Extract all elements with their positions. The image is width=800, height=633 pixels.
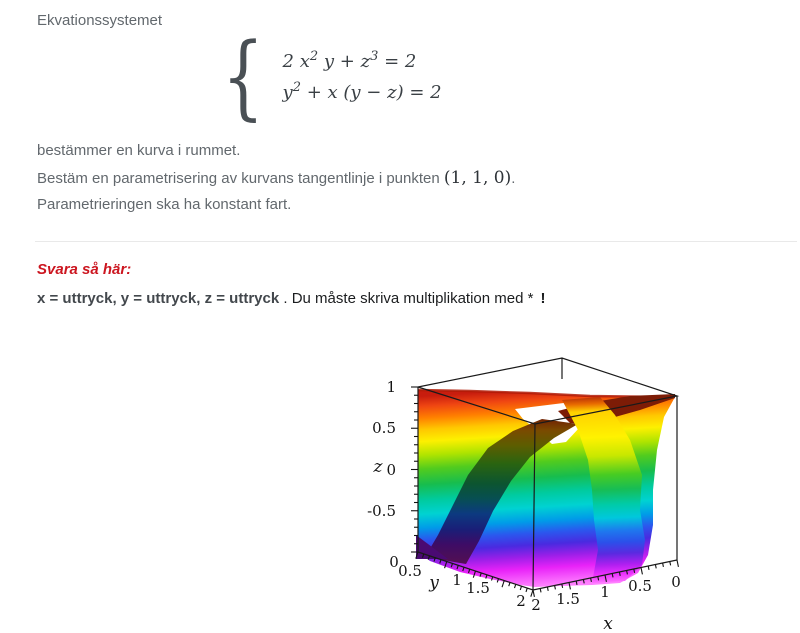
answer-exclamation: ! [540,290,546,307]
equation-line-2 [283,77,442,108]
answer-note: Du måste skriva multiplikation med * [291,290,534,307]
tick-label: 0.5 [398,562,422,580]
problem-intro: Ekvationssystemet [37,12,163,29]
answer-sep: . [279,290,292,307]
x-axis-label: x [603,614,613,633]
z-axis-label: z [373,457,383,477]
tick-label: 2 [531,596,541,614]
tick-mark [520,586,521,590]
tick-mark [641,568,642,575]
problem-text-fart: Parametrieringen ska ha konstant fart. [37,196,292,213]
eq-term: + x (y − z) = 2 [301,82,442,103]
tick-mark [663,563,664,567]
answer-heading: Svara så här: [37,261,132,278]
tick-mark [655,565,656,569]
tick-label: 2 [516,592,526,610]
bestam-prefix: Bestäm en parametrisering av kurvans tangentlinje i punkten [37,170,444,187]
tick-label: -0.5 [367,502,396,520]
section-divider [35,241,797,242]
answer-instruction [37,290,545,307]
tick-label: 0.5 [372,419,396,437]
eq-exponent: 3 [370,49,379,64]
equation-system [222,23,442,130]
bestam-suffix: . [511,170,516,187]
y-axis-label: y [429,573,439,593]
tick-mark [540,589,541,593]
answer-format: x = uttryck, y = uttryck, z = uttryck [37,290,280,307]
tick-label: 0 [386,461,396,479]
equation-lines [283,46,442,108]
tick-mark [670,562,671,566]
eq-term: y [282,82,293,103]
tick-mark [648,566,649,570]
tick-mark [677,560,678,567]
eq-exponent: 2 [292,80,301,95]
left-brace: { [222,23,265,130]
tick-mark [514,584,515,588]
tick-label: 1 [386,378,396,396]
eq-term: 2 x [282,51,310,72]
problem-text-bestam [37,168,515,188]
3d-surface-plot [330,345,730,633]
tick-label: 1.5 [466,579,490,597]
tick-label: 0.5 [628,577,652,595]
tick-label: 0 [389,553,399,571]
tick-mark [509,582,510,586]
tick-label: 1 [600,583,610,601]
tick-mark [547,587,548,591]
eq-exponent: 2 [309,49,319,64]
point-coordinates: (1, 1, 0) [443,168,512,188]
tick-label: 1 [452,571,462,589]
tick-label: 0 [671,573,681,591]
tick-label: 1.5 [556,590,580,608]
problem-text-rummet: bestämmer en kurva i rummet. [37,142,241,159]
eq-term: y + z [318,51,371,72]
tick-mark [526,588,527,592]
eq-term: = 2 [378,51,417,72]
equation-line-1 [283,46,442,77]
